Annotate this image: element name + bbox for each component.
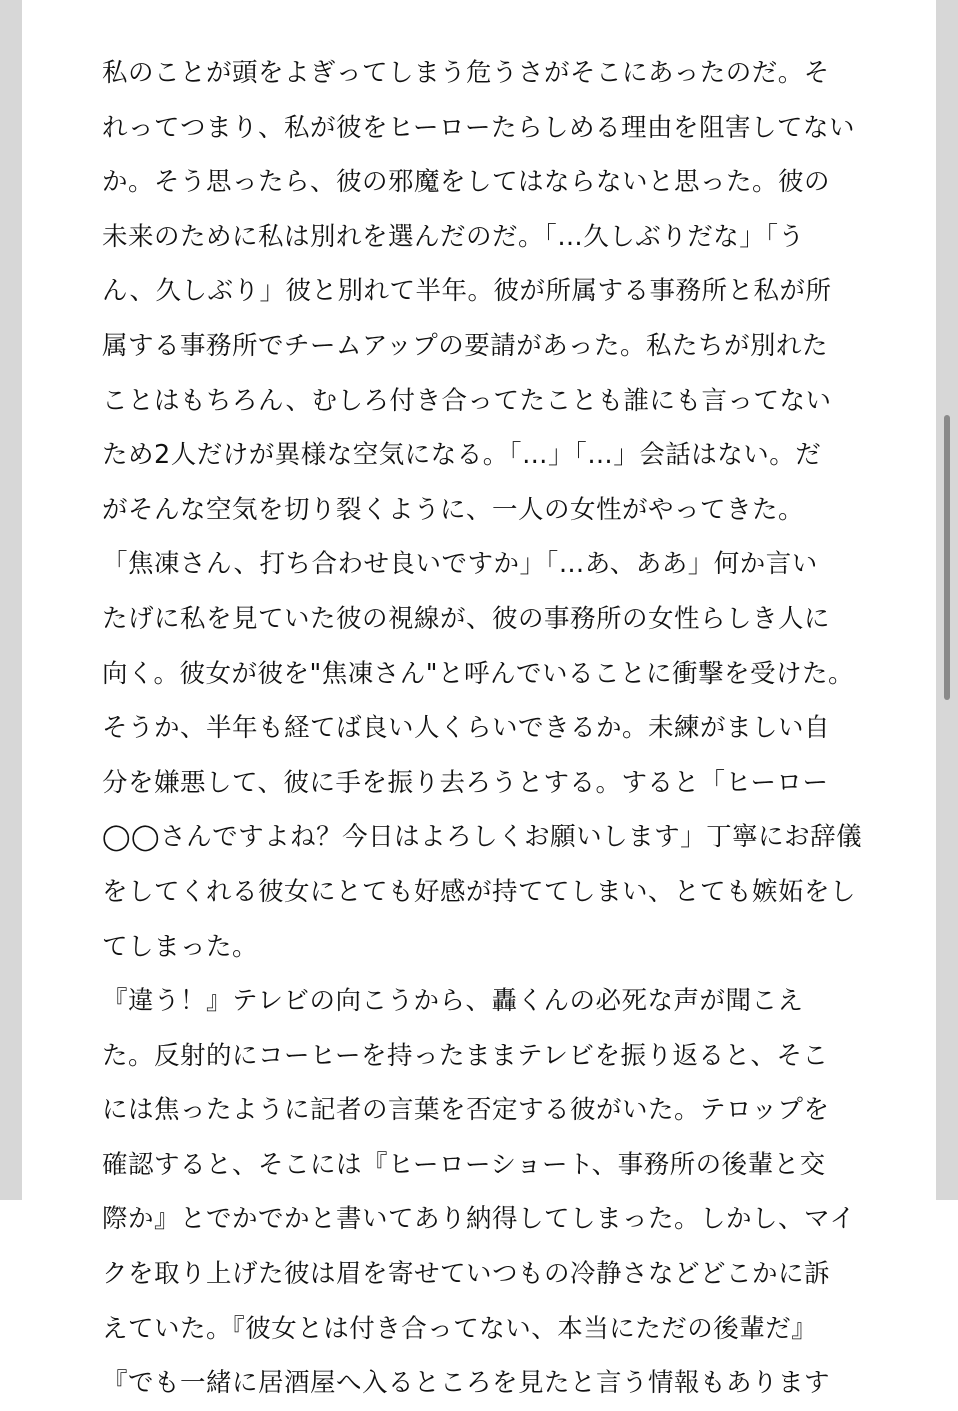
- text-line: 確認すると、そこには『ヒーローショート、事務所の後輩と交: [102, 1149, 826, 1180]
- text-line: ん、久しぶり」彼と別れて半年。彼が所属する事務所と私が所: [102, 276, 832, 307]
- text-line: れってつまり、私が彼をヒーローたらしめる理由を阻害してない: [102, 112, 855, 143]
- text-line: 向く。彼女が彼を"焦凍さん"と呼んでいることに衝撃を受けた。: [102, 658, 854, 689]
- text-line: ◯◯さんですよね？今日はよろしくお願いします」丁寧にお辞儀: [102, 822, 863, 853]
- text-line: がそんな空気を切り裂くように、一人の女性がやってきた。: [102, 494, 805, 525]
- text-line: クを取り上げた彼は眉を寄せていつもの冷静さなどどこかに訴: [102, 1259, 831, 1290]
- text-line: てしまった。: [102, 931, 259, 962]
- text-line: 『違う！』テレビの向こうから、轟くんの必死な声が聞こえ: [102, 986, 804, 1017]
- text-line: 「焦凍さん、打ち合わせ良いですか」「…あ、ああ」何か言い: [102, 549, 818, 580]
- text-line: た。反射的にコーヒーを持ったままテレビを振り返ると、そこ: [102, 1040, 829, 1071]
- text-line: えていた。『彼女とは付き合ってない、本当にただの後輩だ』: [102, 1313, 818, 1344]
- text-line: 分を嫌悪して、彼に手を振り去ろうとする。すると「ヒーロー: [102, 767, 829, 798]
- text-line: 私のことが頭をよぎってしまう危うさがそこにあったのだ。そ: [102, 58, 830, 88]
- document-body: [102, 46, 863, 1411]
- text-line: 未来のために私は別れを選んだのだ。「…久しぶりだな」「う: [102, 221, 805, 252]
- text-line: か。そう思ったら、彼の邪魔をしてはならないと思った。彼の: [102, 167, 831, 198]
- vertical-scrollbar[interactable]: [940, 0, 954, 1200]
- text-line: たげに私を見ていた彼の視線が、彼の事務所の女性らしき人に: [102, 603, 831, 634]
- text-line: には焦ったように記者の言葉を否定する彼がいた。テロップを: [102, 1095, 830, 1126]
- left-margin: [0, 0, 22, 1200]
- text-line: 際か』とでかでかと書いてあり納得してしまった。しかし、マイ: [102, 1204, 856, 1235]
- text-line: ことはもちろん、むしろ付き合ってたことも誰にも言ってない: [102, 385, 832, 416]
- scrollbar-thumb[interactable]: [944, 415, 950, 700]
- text-line: そうか、半年も経てば良い人くらいできるか。未練がましい自: [102, 713, 831, 744]
- text-line: をしてくれる彼女にとても好感が持ててしまい、とても嫉妬をし: [102, 876, 857, 907]
- text-line: ため2人だけが異様な空気になる。「…」「…」会話はない。だ: [102, 440, 822, 471]
- text-line: 属する事務所でチームアップの要請があった。私たちが別れた: [102, 330, 828, 361]
- text-line: 『でも一緒に居酒屋へ入るところを見たと言う情報もあります: [102, 1368, 831, 1399]
